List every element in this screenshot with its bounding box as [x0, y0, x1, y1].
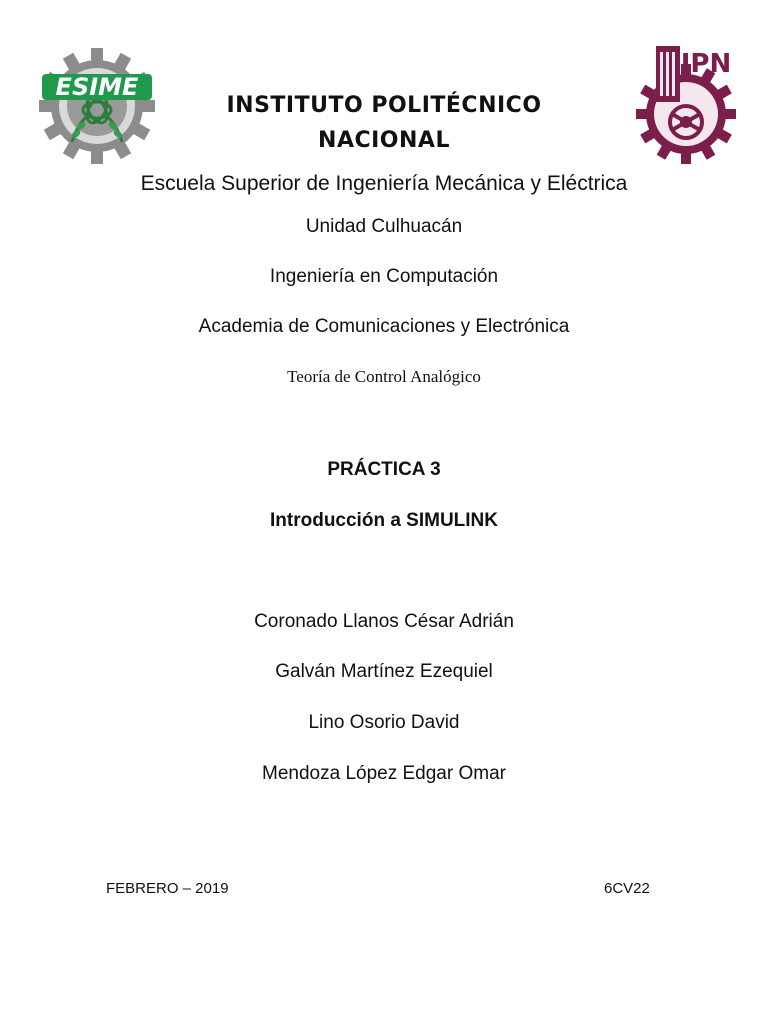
- author-name: Mendoza López Edgar Omar: [262, 763, 506, 784]
- school-name: Escuela Superior de Ingeniería Mecánica y Eléctrica: [140, 172, 628, 195]
- ipn-logo-text: IPN: [680, 49, 732, 79]
- author-name: Galván Martínez Ezequiel: [275, 661, 493, 682]
- institution-title: [0, 88, 768, 158]
- date-label: FEBRERO – 2019: [106, 880, 229, 897]
- practice-topic: Introducción a SIMULINK: [270, 510, 498, 531]
- author-name: Coronado Llanos César Adrián: [254, 611, 514, 632]
- institution-title-line2: NACIONAL: [318, 128, 450, 153]
- career-name: Ingeniería en Computación: [269, 266, 499, 287]
- unit-name: Unidad Culhuacán: [305, 216, 463, 237]
- group-label: 6CV22: [604, 880, 650, 897]
- subject-name: Teoría de Control Analógico: [287, 367, 481, 386]
- institution-title-line1: INSTITUTO POLITÉCNICO: [226, 93, 542, 118]
- practice-title: PRÁCTICA 3: [327, 459, 441, 480]
- academy-name: Academia de Comunicaciones y Electrónica: [198, 316, 570, 337]
- esime-logo-text: ESIME: [55, 73, 139, 101]
- author-name: Lino Osorio David: [308, 712, 460, 733]
